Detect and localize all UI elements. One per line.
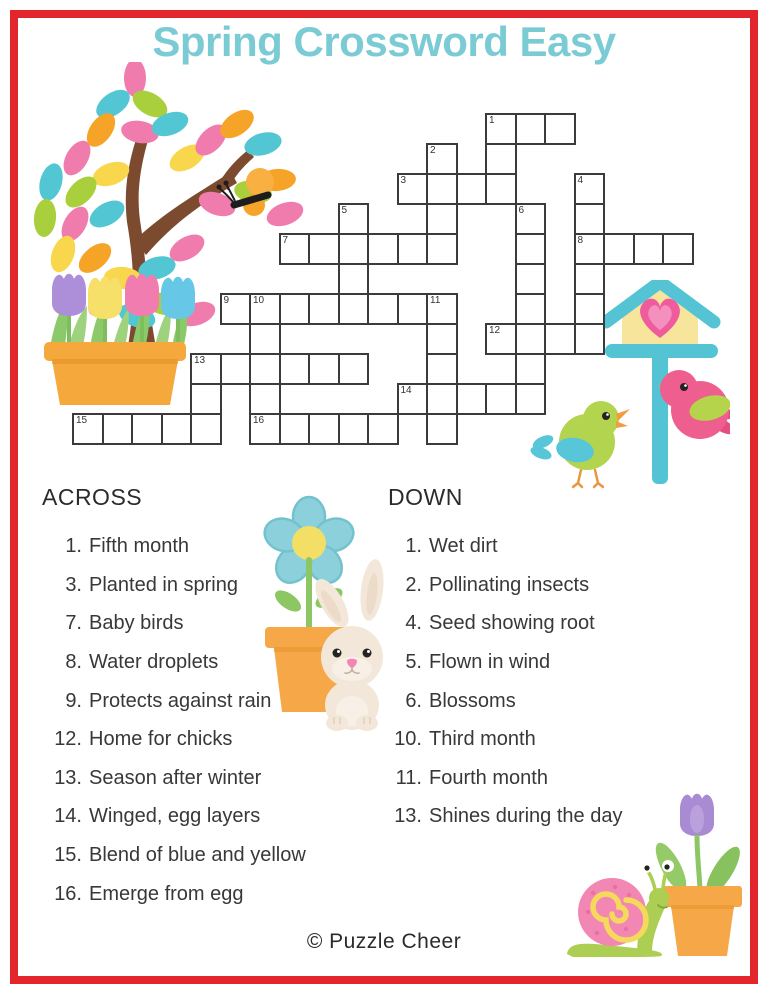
pink-bird xyxy=(658,370,730,439)
crossword-cell[interactable] xyxy=(308,353,340,385)
crossword-cell[interactable] xyxy=(279,353,311,385)
clue-item xyxy=(388,759,718,798)
crossword-cell[interactable] xyxy=(397,293,429,325)
cell-number: 16 xyxy=(253,415,265,426)
cell-number: 13 xyxy=(194,355,206,366)
crossword-cell[interactable] xyxy=(220,353,252,385)
clue-item xyxy=(42,643,382,682)
clue-item xyxy=(388,566,718,605)
down-section xyxy=(388,484,718,836)
crossword-cell[interactable] xyxy=(426,203,458,235)
clue-number: 1. xyxy=(405,535,422,557)
crossword-cell[interactable] xyxy=(102,413,134,445)
clue-text: Home for chicks xyxy=(89,728,233,751)
crossword-cell[interactable] xyxy=(544,323,576,355)
clue-number: 8. xyxy=(65,650,82,673)
crossword-cell[interactable] xyxy=(515,323,547,355)
cell-number: 3 xyxy=(400,175,407,186)
clue-text: Third month xyxy=(429,728,536,751)
crossword-cell[interactable] xyxy=(308,293,340,325)
clue-number: 15. xyxy=(54,844,82,867)
pink-tulip xyxy=(125,274,159,316)
cell-number: 1 xyxy=(489,115,495,126)
crossword-cell[interactable] xyxy=(367,413,399,445)
crossword-cell[interactable] xyxy=(485,173,517,205)
crossword-cell[interactable] xyxy=(633,233,665,265)
clue-item xyxy=(388,604,718,643)
clue-text: Seed showing root xyxy=(429,612,595,635)
crossword-cell[interactable] xyxy=(426,233,458,265)
crossword-cell[interactable] xyxy=(515,353,547,385)
crossword-cell[interactable] xyxy=(397,173,429,205)
crossword-cell[interactable] xyxy=(515,263,547,295)
crossword-cell[interactable] xyxy=(279,293,311,325)
clue-item xyxy=(388,682,718,721)
crossword-cell[interactable] xyxy=(190,413,222,445)
crossword-cell[interactable] xyxy=(190,383,222,415)
across-clue-list xyxy=(42,527,382,913)
footer-credit: © Puzzle Cheer xyxy=(306,930,462,953)
crossword-cell[interactable] xyxy=(485,143,517,175)
crossword-cell[interactable] xyxy=(308,233,340,265)
clue-number: 13. xyxy=(54,766,82,789)
clue-number: 11. xyxy=(395,766,422,789)
crossword-cell[interactable] xyxy=(338,293,370,325)
across-section xyxy=(42,484,382,913)
crossword-cell[interactable] xyxy=(426,293,458,325)
clue-item xyxy=(388,797,718,836)
crossword-cell[interactable] xyxy=(249,383,281,415)
clue-item xyxy=(388,527,718,566)
birdhouse-pole xyxy=(652,348,668,484)
down-clue-list xyxy=(388,527,718,836)
crossword-cell[interactable] xyxy=(426,173,458,205)
clue-text: Fifth month xyxy=(89,535,190,557)
crossword-cell[interactable] xyxy=(249,293,281,325)
clue-text: Water droplets xyxy=(89,650,219,673)
clue-number: 3. xyxy=(65,573,82,596)
crossword-cell[interactable] xyxy=(397,233,429,265)
crossword-cell[interactable] xyxy=(131,413,163,445)
crossword-cell[interactable] xyxy=(574,203,606,235)
clue-item xyxy=(42,527,382,566)
crossword-cell[interactable] xyxy=(515,203,547,235)
crossword-cell[interactable] xyxy=(574,173,606,205)
crossword-cell[interactable] xyxy=(515,113,547,145)
cell-number: 15 xyxy=(76,415,88,426)
crossword-cell[interactable] xyxy=(662,233,694,265)
clue-text: Winged, egg layers xyxy=(89,805,261,828)
clue-item xyxy=(42,875,382,914)
clue-number: 2. xyxy=(405,573,422,596)
clue-number: 1. xyxy=(65,535,82,557)
clue-text: Season after winter xyxy=(89,766,262,789)
birdhouse-perch xyxy=(605,344,718,358)
blue-tulip xyxy=(161,277,195,319)
clue-text: Pollinating insects xyxy=(429,573,590,596)
clue-number: 7. xyxy=(65,612,82,635)
crossword-cell[interactable] xyxy=(367,233,399,265)
crossword-cell[interactable] xyxy=(574,293,606,325)
clue-number: 9. xyxy=(65,689,82,712)
crossword-cell[interactable] xyxy=(574,233,606,265)
clue-number: 5. xyxy=(405,650,422,673)
crossword-cell[interactable] xyxy=(515,383,547,415)
clue-number: 13. xyxy=(394,805,422,828)
clue-number: 14. xyxy=(54,805,82,828)
cell-number: 12 xyxy=(489,325,501,336)
clue-item xyxy=(42,797,382,836)
down-header: DOWN xyxy=(388,484,463,510)
crossword-cell[interactable] xyxy=(72,413,104,445)
clue-text: Emerge from egg xyxy=(89,882,244,905)
clue-number: 16. xyxy=(54,882,82,905)
clue-text: Planted in spring xyxy=(89,573,238,596)
clue-item xyxy=(42,566,382,605)
crossword-cell[interactable] xyxy=(338,353,370,385)
clue-item xyxy=(42,836,382,875)
clue-text: Wet dirt xyxy=(429,535,498,557)
clue-text: Shines during the day xyxy=(429,805,623,828)
crossword-cell[interactable] xyxy=(574,323,606,355)
crossword-cell[interactable] xyxy=(426,353,458,385)
clue-item xyxy=(388,643,718,682)
crossword-cell[interactable] xyxy=(456,173,488,205)
purple-tulip xyxy=(52,274,86,316)
crossword-cell[interactable] xyxy=(279,413,311,445)
cell-number: 7 xyxy=(282,235,289,246)
clue-item xyxy=(388,720,718,759)
clue-text: Flown in wind xyxy=(429,650,551,673)
across-header: ACROSS xyxy=(42,484,143,510)
clue-number: 6. xyxy=(405,689,422,712)
crossword-cell[interactable] xyxy=(426,143,458,175)
crossword-cell[interactable] xyxy=(426,413,458,445)
cell-number: 2 xyxy=(430,145,436,156)
cell-number: 9 xyxy=(223,295,230,306)
orange-planter xyxy=(44,342,186,405)
crossword-cell[interactable] xyxy=(544,113,576,145)
crossword-cell[interactable] xyxy=(338,263,370,295)
clue-number: 12. xyxy=(54,728,82,751)
clue-item xyxy=(42,720,382,759)
crossword-cell[interactable] xyxy=(485,323,517,355)
crossword-cell[interactable] xyxy=(308,413,340,445)
crossword-cell[interactable] xyxy=(249,413,281,445)
crossword-cell[interactable] xyxy=(397,383,429,415)
clue-text: Fourth month xyxy=(429,766,548,789)
page-title: Spring Crossword Easy xyxy=(152,18,616,65)
clue-text: Baby birds xyxy=(89,612,184,635)
crossword-cell[interactable] xyxy=(338,203,370,235)
crossword-cell[interactable] xyxy=(338,233,370,265)
cell-number: 14 xyxy=(400,385,412,396)
crossword-cell[interactable] xyxy=(426,323,458,355)
crossword-cell[interactable] xyxy=(456,383,488,415)
crossword-cell[interactable] xyxy=(603,233,635,265)
crossword-cell[interactable] xyxy=(279,233,311,265)
cell-number: 10 xyxy=(253,295,265,306)
clue-item xyxy=(42,759,382,798)
cell-number: 5 xyxy=(341,205,348,216)
cell-number: 8 xyxy=(577,235,584,246)
clue-item xyxy=(42,604,382,643)
cell-number: 6 xyxy=(518,205,525,216)
crossword-cell[interactable] xyxy=(515,233,547,265)
yellow-tulip xyxy=(88,277,122,319)
cell-number: 4 xyxy=(577,175,584,186)
crossword-cell[interactable] xyxy=(249,353,281,385)
clue-number: 10. xyxy=(394,728,422,751)
clue-text: Blossoms xyxy=(429,689,516,712)
clue-text: Protects against rain xyxy=(89,689,272,712)
crossword-cell[interactable] xyxy=(367,293,399,325)
crossword-cell[interactable] xyxy=(426,383,458,415)
crossword-cell[interactable] xyxy=(249,323,281,355)
clue-number: 4. xyxy=(405,612,422,635)
crossword-cell[interactable] xyxy=(190,353,222,385)
crossword-cell[interactable] xyxy=(220,293,252,325)
crossword-cell[interactable] xyxy=(485,383,517,415)
crossword-cell[interactable] xyxy=(485,113,517,145)
crossword-cell[interactable] xyxy=(161,413,193,445)
clue-text: Blend of blue and yellow xyxy=(89,844,306,867)
cell-number: 11 xyxy=(430,295,441,306)
crossword-cell[interactable] xyxy=(338,413,370,445)
crossword-cell[interactable] xyxy=(574,263,606,295)
crossword-cell[interactable] xyxy=(515,293,547,325)
clue-item xyxy=(42,682,382,721)
